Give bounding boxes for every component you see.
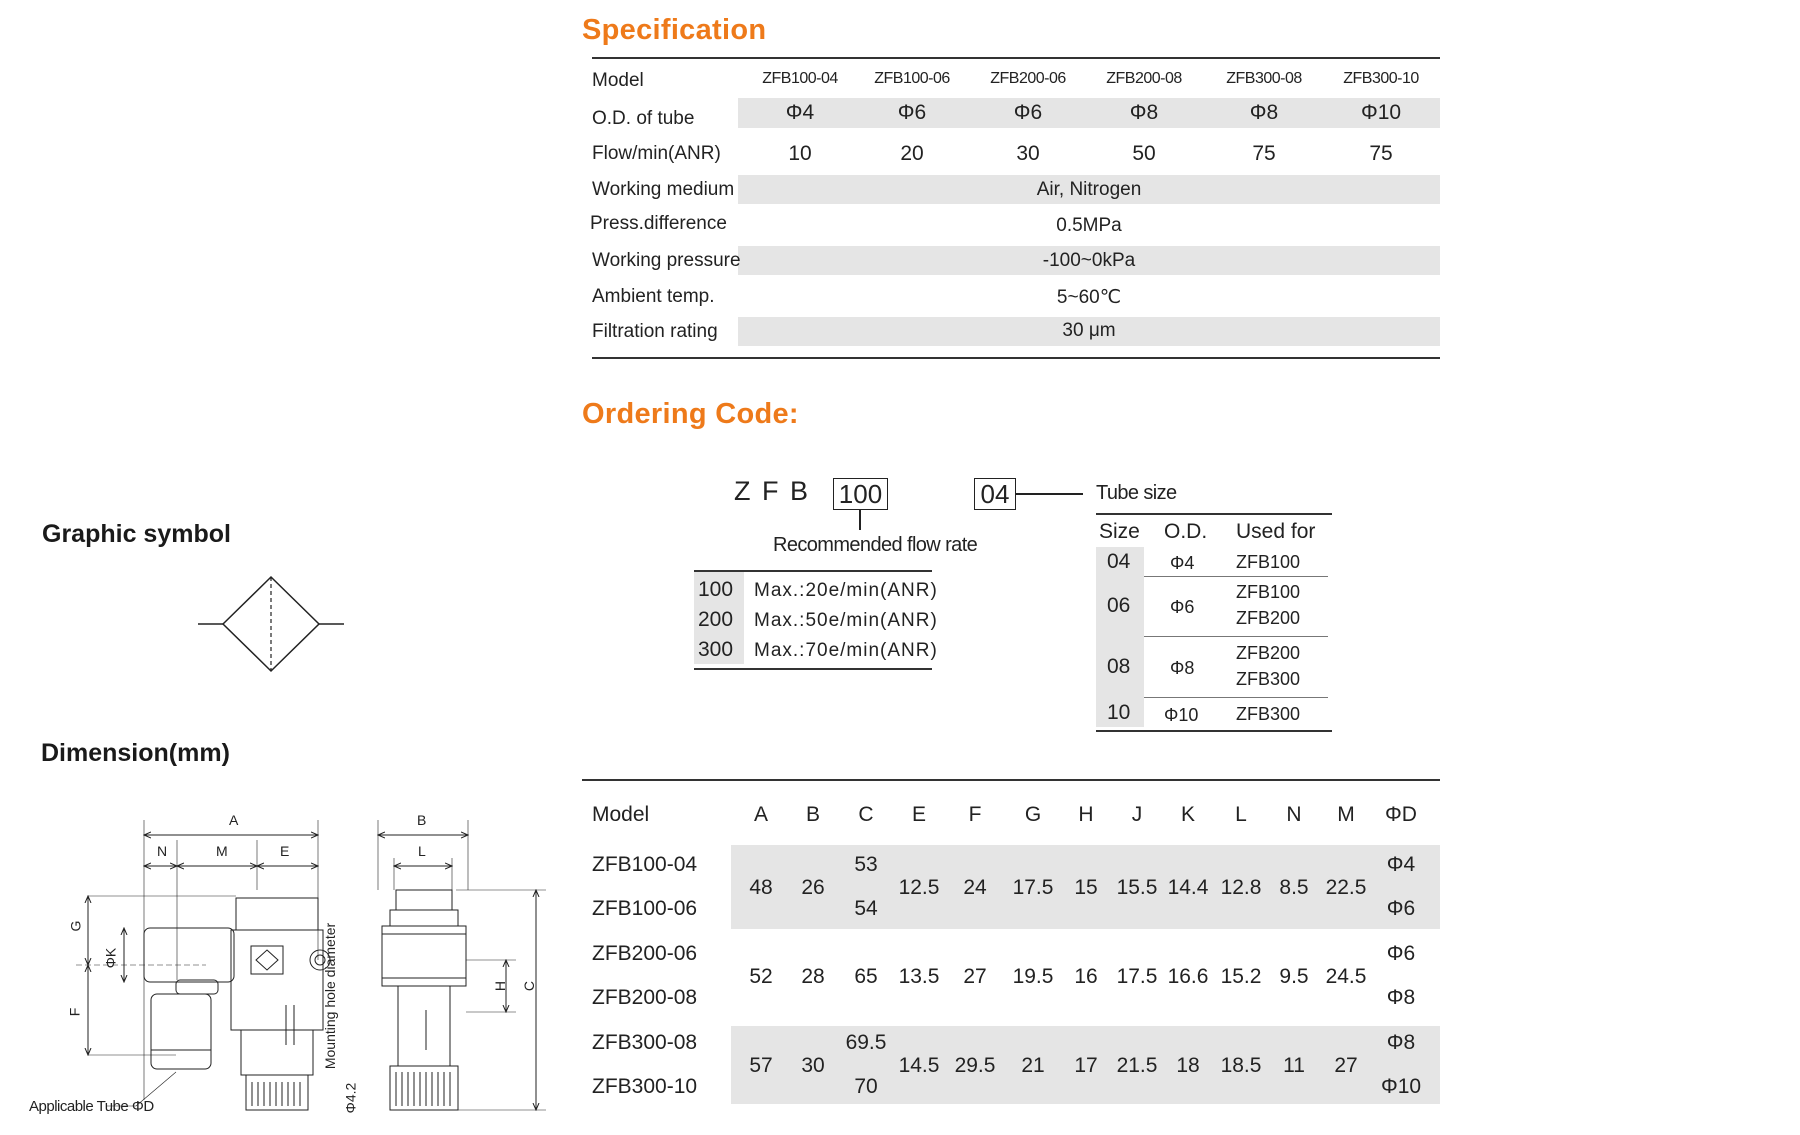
- dim-value-m: 22.5: [1325, 876, 1367, 899]
- dim-value-e: 13.5: [898, 965, 940, 988]
- dim-value-e: 12.5: [898, 876, 940, 899]
- dim-header: K: [1180, 803, 1195, 826]
- spec-working-medium: Air, Nitrogen: [1036, 179, 1142, 200]
- ordering-prefix: Z F B: [734, 476, 810, 506]
- spec-working-pressure: -100~0kPa: [1042, 250, 1136, 271]
- ordering-code-title: Ordering Code:: [582, 398, 799, 430]
- spec-label-ambient: Ambient temp.: [592, 286, 715, 307]
- dim-value-m: 24.5: [1325, 965, 1367, 988]
- dim-value-j: 21.5: [1116, 1054, 1158, 1077]
- dim-value-c: 54: [854, 897, 878, 920]
- dim-value-d: Φ8: [1386, 1031, 1416, 1054]
- dim-value-d: Φ8: [1386, 986, 1416, 1009]
- dim-header: L: [1235, 803, 1247, 826]
- applicable-tube-label: Applicable Tube ΦD: [29, 1098, 154, 1115]
- spec-press-difference: 0.5MPa: [1056, 215, 1122, 236]
- spec-label-filtration: Filtration rating: [592, 321, 718, 342]
- spec-label-model: Model: [592, 70, 644, 91]
- size-row-size: 06: [1107, 594, 1131, 617]
- spec-flow-5: 75: [1252, 142, 1276, 165]
- spec-label-od: O.D. of tube: [592, 108, 695, 129]
- size-table-bottom-rule: [1096, 730, 1332, 732]
- dim-value-l: 15.2: [1220, 965, 1262, 988]
- flow-option-code: 100: [698, 578, 734, 601]
- dim-label-l: L: [418, 843, 426, 859]
- size-table-top-rule: [1096, 513, 1332, 515]
- dim-value-g: 19.5: [1012, 965, 1054, 988]
- dim-value-a: 48: [749, 876, 773, 899]
- spec-od-1: Φ4: [785, 101, 815, 124]
- flow-connector-line: [859, 509, 861, 530]
- dim-value-n: 8.5: [1279, 876, 1309, 899]
- graphic-symbol-title: Graphic symbol: [42, 520, 231, 548]
- dim-header: A: [753, 803, 768, 826]
- size-row-used: ZFB200: [1236, 608, 1301, 628]
- ordering-flow-box: 100: [833, 478, 888, 510]
- size-row-used: ZFB300: [1236, 704, 1301, 724]
- spec-model-5: ZFB300-08: [1226, 70, 1302, 87]
- dim-value-g: 21: [1021, 1054, 1045, 1077]
- dim-header: ΦD: [1385, 803, 1417, 826]
- dim-value-k: 14.4: [1167, 876, 1209, 899]
- dim-header: G: [1024, 803, 1042, 826]
- spec-flow-3: 30: [1016, 142, 1040, 165]
- size-row-od: Φ10: [1164, 705, 1199, 725]
- size-column-bg: [1096, 547, 1144, 727]
- size-header-used: Used for: [1236, 520, 1316, 543]
- dim-label-b: B: [417, 812, 427, 828]
- dim-label-m: M: [216, 843, 228, 859]
- dim-label-h: H: [492, 980, 509, 992]
- dim-header: M: [1337, 803, 1355, 826]
- dim-value-c: 65: [854, 965, 878, 988]
- spec-ambient-temp: 5~60℃: [1056, 287, 1122, 308]
- spec-od-3: Φ6: [1013, 101, 1043, 124]
- dim-label-a: A: [229, 812, 239, 828]
- dim-value-f: 27: [963, 965, 987, 988]
- flow-option-code: 200: [698, 608, 734, 631]
- spec-od-5: Φ8: [1249, 101, 1279, 124]
- spec-filtration-rating: 30 μm: [1062, 320, 1116, 341]
- tube-size-caption: Tube size: [1096, 482, 1177, 504]
- dim-value-a: 57: [749, 1054, 773, 1077]
- mounting-hole-phi: Φ4.2: [342, 1082, 359, 1114]
- spec-model-3: ZFB200-06: [990, 70, 1066, 87]
- size-row-od: Φ8: [1170, 658, 1195, 678]
- size-row-divider: [1144, 576, 1328, 577]
- dim-label-g: G: [67, 920, 84, 932]
- dim-value-l: 12.8: [1220, 876, 1262, 899]
- dim-value-l: 18.5: [1220, 1054, 1262, 1077]
- dim-value-c: 70: [854, 1075, 878, 1098]
- spec-flow-6: 75: [1369, 142, 1393, 165]
- size-row-divider: [1144, 636, 1328, 637]
- dim-row-model: ZFB100-04: [592, 853, 698, 876]
- size-row-used: ZFB100: [1236, 582, 1301, 602]
- spec-od-4: Φ8: [1129, 101, 1159, 124]
- dim-value-j: 15.5: [1116, 876, 1158, 899]
- size-row-size: 08: [1107, 655, 1131, 678]
- spec-model-1: ZFB100-04: [762, 70, 838, 87]
- dim-value-f: 29.5: [954, 1054, 996, 1077]
- spec-od-2: Φ6: [897, 101, 927, 124]
- size-row-used: ZFB300: [1236, 669, 1301, 689]
- dim-value-e: 14.5: [898, 1054, 940, 1077]
- dim-value-n: 11: [1283, 1054, 1305, 1077]
- flow-option-code: 300: [698, 638, 734, 661]
- dim-header: F: [968, 803, 982, 826]
- flow-option-desc: Max.:50e/min(ANR): [754, 610, 938, 631]
- size-row-size: 10: [1107, 701, 1131, 724]
- spec-od-6: Φ10: [1360, 101, 1402, 124]
- dim-value-n: 9.5: [1279, 965, 1309, 988]
- dim-value-d: Φ10: [1380, 1075, 1422, 1098]
- flow-table-bottom-rule: [694, 668, 932, 670]
- flow-option-desc: Max.:20e/min(ANR): [754, 580, 938, 601]
- spec-flow-1: 10: [788, 142, 812, 165]
- spec-label-press-diff: Press.difference: [590, 213, 727, 234]
- specification-title: Specification: [582, 14, 767, 46]
- spec-model-4: ZFB200-08: [1106, 70, 1182, 87]
- dim-value-h: 15: [1074, 876, 1098, 899]
- size-row-od: Φ6: [1170, 597, 1195, 617]
- dim-row-model: ZFB200-08: [592, 986, 698, 1009]
- dim-row-model: ZFB300-10: [592, 1075, 698, 1098]
- dim-label-e: E: [280, 843, 290, 859]
- dim-value-f: 24: [963, 876, 987, 899]
- dim-value-b: 28: [801, 965, 825, 988]
- flow-option-desc: Max.:70e/min(ANR): [754, 640, 938, 661]
- dimension-title: Dimension(mm): [41, 739, 230, 767]
- dim-value-h: 16: [1074, 965, 1098, 988]
- dim-value-j: 17.5: [1116, 965, 1158, 988]
- dim-row-model: ZFB100-06: [592, 897, 698, 920]
- dim-value-c: 69.5: [845, 1031, 887, 1054]
- dim-header: E: [911, 803, 926, 826]
- dim-header: H: [1078, 803, 1094, 826]
- dim-label-f: F: [66, 1007, 83, 1017]
- spec-flow-4: 50: [1132, 142, 1156, 165]
- dim-value-m: 27: [1334, 1054, 1358, 1077]
- spec-model-6: ZFB300-10: [1343, 70, 1419, 87]
- spec-bottom-rule: [592, 357, 1440, 359]
- dim-table-top-rule: [582, 779, 1440, 781]
- dim-value-a: 52: [749, 965, 773, 988]
- spec-label-working-pressure: Working pressure: [592, 250, 741, 271]
- dim-label-c: C: [521, 980, 538, 992]
- dim-value-c: 53: [854, 853, 878, 876]
- dim-value-k: 16.6: [1167, 965, 1209, 988]
- dim-label-k: ΦK: [102, 947, 119, 969]
- spec-label-flow: Flow/min(ANR): [592, 143, 721, 164]
- spec-top-rule: [592, 57, 1440, 59]
- dim-label-n: N: [157, 843, 168, 859]
- size-row-used: ZFB200: [1236, 643, 1301, 663]
- spec-model-2: ZFB100-06: [874, 70, 950, 87]
- recommended-flow-caption: Recommended flow rate: [773, 534, 978, 556]
- dim-value-h: 17: [1074, 1054, 1098, 1077]
- size-row-od: Φ4: [1170, 553, 1195, 573]
- dim-header: C: [858, 803, 874, 826]
- dim-header: J: [1131, 803, 1143, 826]
- dim-header: N: [1286, 803, 1302, 826]
- dim-value-d: Φ6: [1386, 942, 1416, 965]
- size-row-size: 04: [1107, 550, 1131, 573]
- dim-row-model: ZFB200-06: [592, 942, 698, 965]
- ordering-size-box: 04: [974, 478, 1016, 510]
- spec-label-medium: Working medium: [592, 179, 735, 200]
- dim-value-g: 17.5: [1012, 876, 1054, 899]
- filter-symbol-icon: [198, 574, 344, 674]
- dim-value-b: 30: [801, 1054, 825, 1077]
- dim-header-model: Model: [592, 803, 650, 826]
- size-header-od: O.D.: [1164, 520, 1208, 543]
- size-header-size: Size: [1099, 520, 1140, 543]
- mounting-hole-label: Mounting hole diameter: [322, 922, 339, 1070]
- dim-value-k: 18: [1176, 1054, 1200, 1077]
- dim-value-d: Φ4: [1386, 853, 1416, 876]
- size-connector-line: [1015, 493, 1083, 495]
- size-row-used: ZFB100: [1236, 552, 1301, 572]
- dim-header: B: [805, 803, 820, 826]
- size-row-divider: [1144, 697, 1328, 698]
- spec-flow-2: 20: [900, 142, 924, 165]
- dim-value-d: Φ6: [1386, 897, 1416, 920]
- dim-row-model: ZFB300-08: [592, 1031, 698, 1054]
- dim-value-b: 26: [801, 876, 825, 899]
